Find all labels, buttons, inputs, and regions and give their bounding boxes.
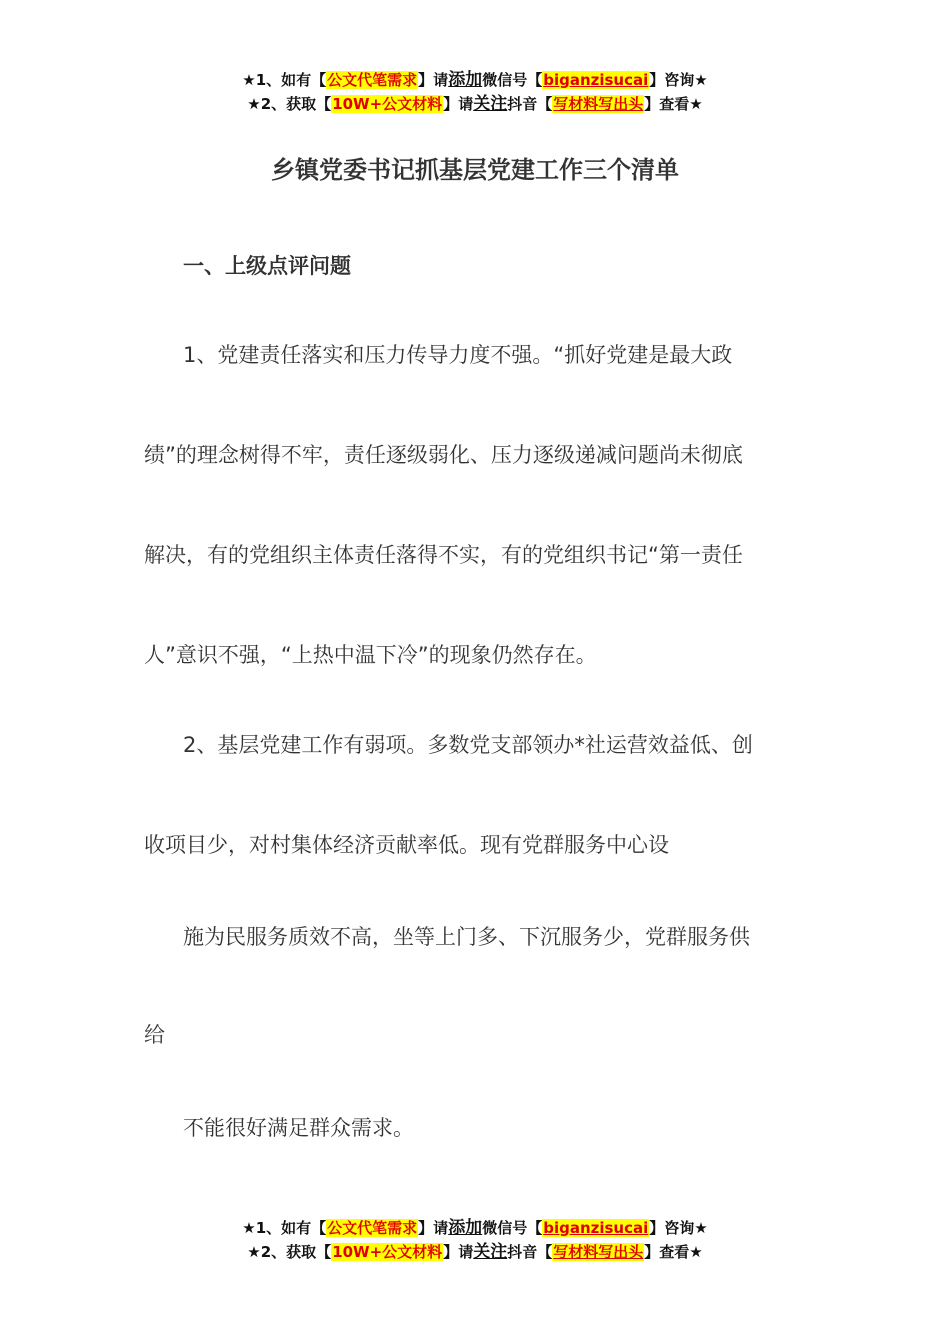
promo-line-1: ★1、如有【公文代笔需求】请添加微信号【biganzisucai】咨询★ [242, 1218, 708, 1238]
footer-promo-banner [0, 1216, 950, 1264]
service-highlight: 公文代笔需求 [327, 71, 418, 89]
paragraph-line: 2、基层党建工作有弱项。多数党支部领办*社运营效益低、创 [183, 733, 753, 757]
paragraph-line: 给 [144, 1023, 165, 1047]
section-heading: 一、上级点评问题 [183, 254, 351, 278]
paragraph-line: 不能很好满足群众需求。 [183, 1116, 414, 1140]
paragraph-line: 1、党建责任落实和压力传导力度不强。“抓好党建是最大政 [183, 343, 733, 367]
promo-line-2: ★2、获取【10W+公文材料】请关注抖音【写材料写出头】查看★ [247, 94, 703, 114]
promo-line-1: ★1、如有【公文代笔需求】请添加微信号【biganzisucai】咨询★ [242, 70, 708, 90]
promo-line-2: ★2、获取【10W+公文材料】请关注抖音【写材料写出头】查看★ [247, 1242, 703, 1262]
paragraph-line: 施为民服务质效不高，坐等上门多、下沉服务少，党群服务供 [183, 925, 750, 949]
wechat-id-link[interactable]: biganzisucai [543, 71, 649, 89]
douyin-account-link[interactable]: 写材料写出头 [553, 95, 644, 113]
document-title: 乡镇党委书记抓基层党建工作三个清单 [271, 156, 679, 184]
douyin-account-link[interactable]: 写材料写出头 [553, 1243, 644, 1261]
materials-highlight: 10W+公文材料 [332, 95, 443, 113]
paragraph-line: 解决，有的党组织主体责任落得不实，有的党组织书记“第一责任 [144, 543, 743, 567]
paragraph-line: 收项目少，对村集体经济贡献率低。现有党群服务中心设 [144, 833, 669, 857]
paragraph-line: 绩”的理念树得不牢，责任逐级弱化、压力逐级递减问题尚未彻底 [144, 443, 743, 467]
wechat-id-link[interactable]: biganzisucai [543, 1219, 649, 1237]
header-promo-banner [0, 68, 950, 116]
service-highlight: 公文代笔需求 [327, 1219, 418, 1237]
paragraph-line: 人”意识不强，“上热中温下冷”的现象仍然存在。 [144, 643, 597, 667]
materials-highlight: 10W+公文材料 [332, 1243, 443, 1261]
